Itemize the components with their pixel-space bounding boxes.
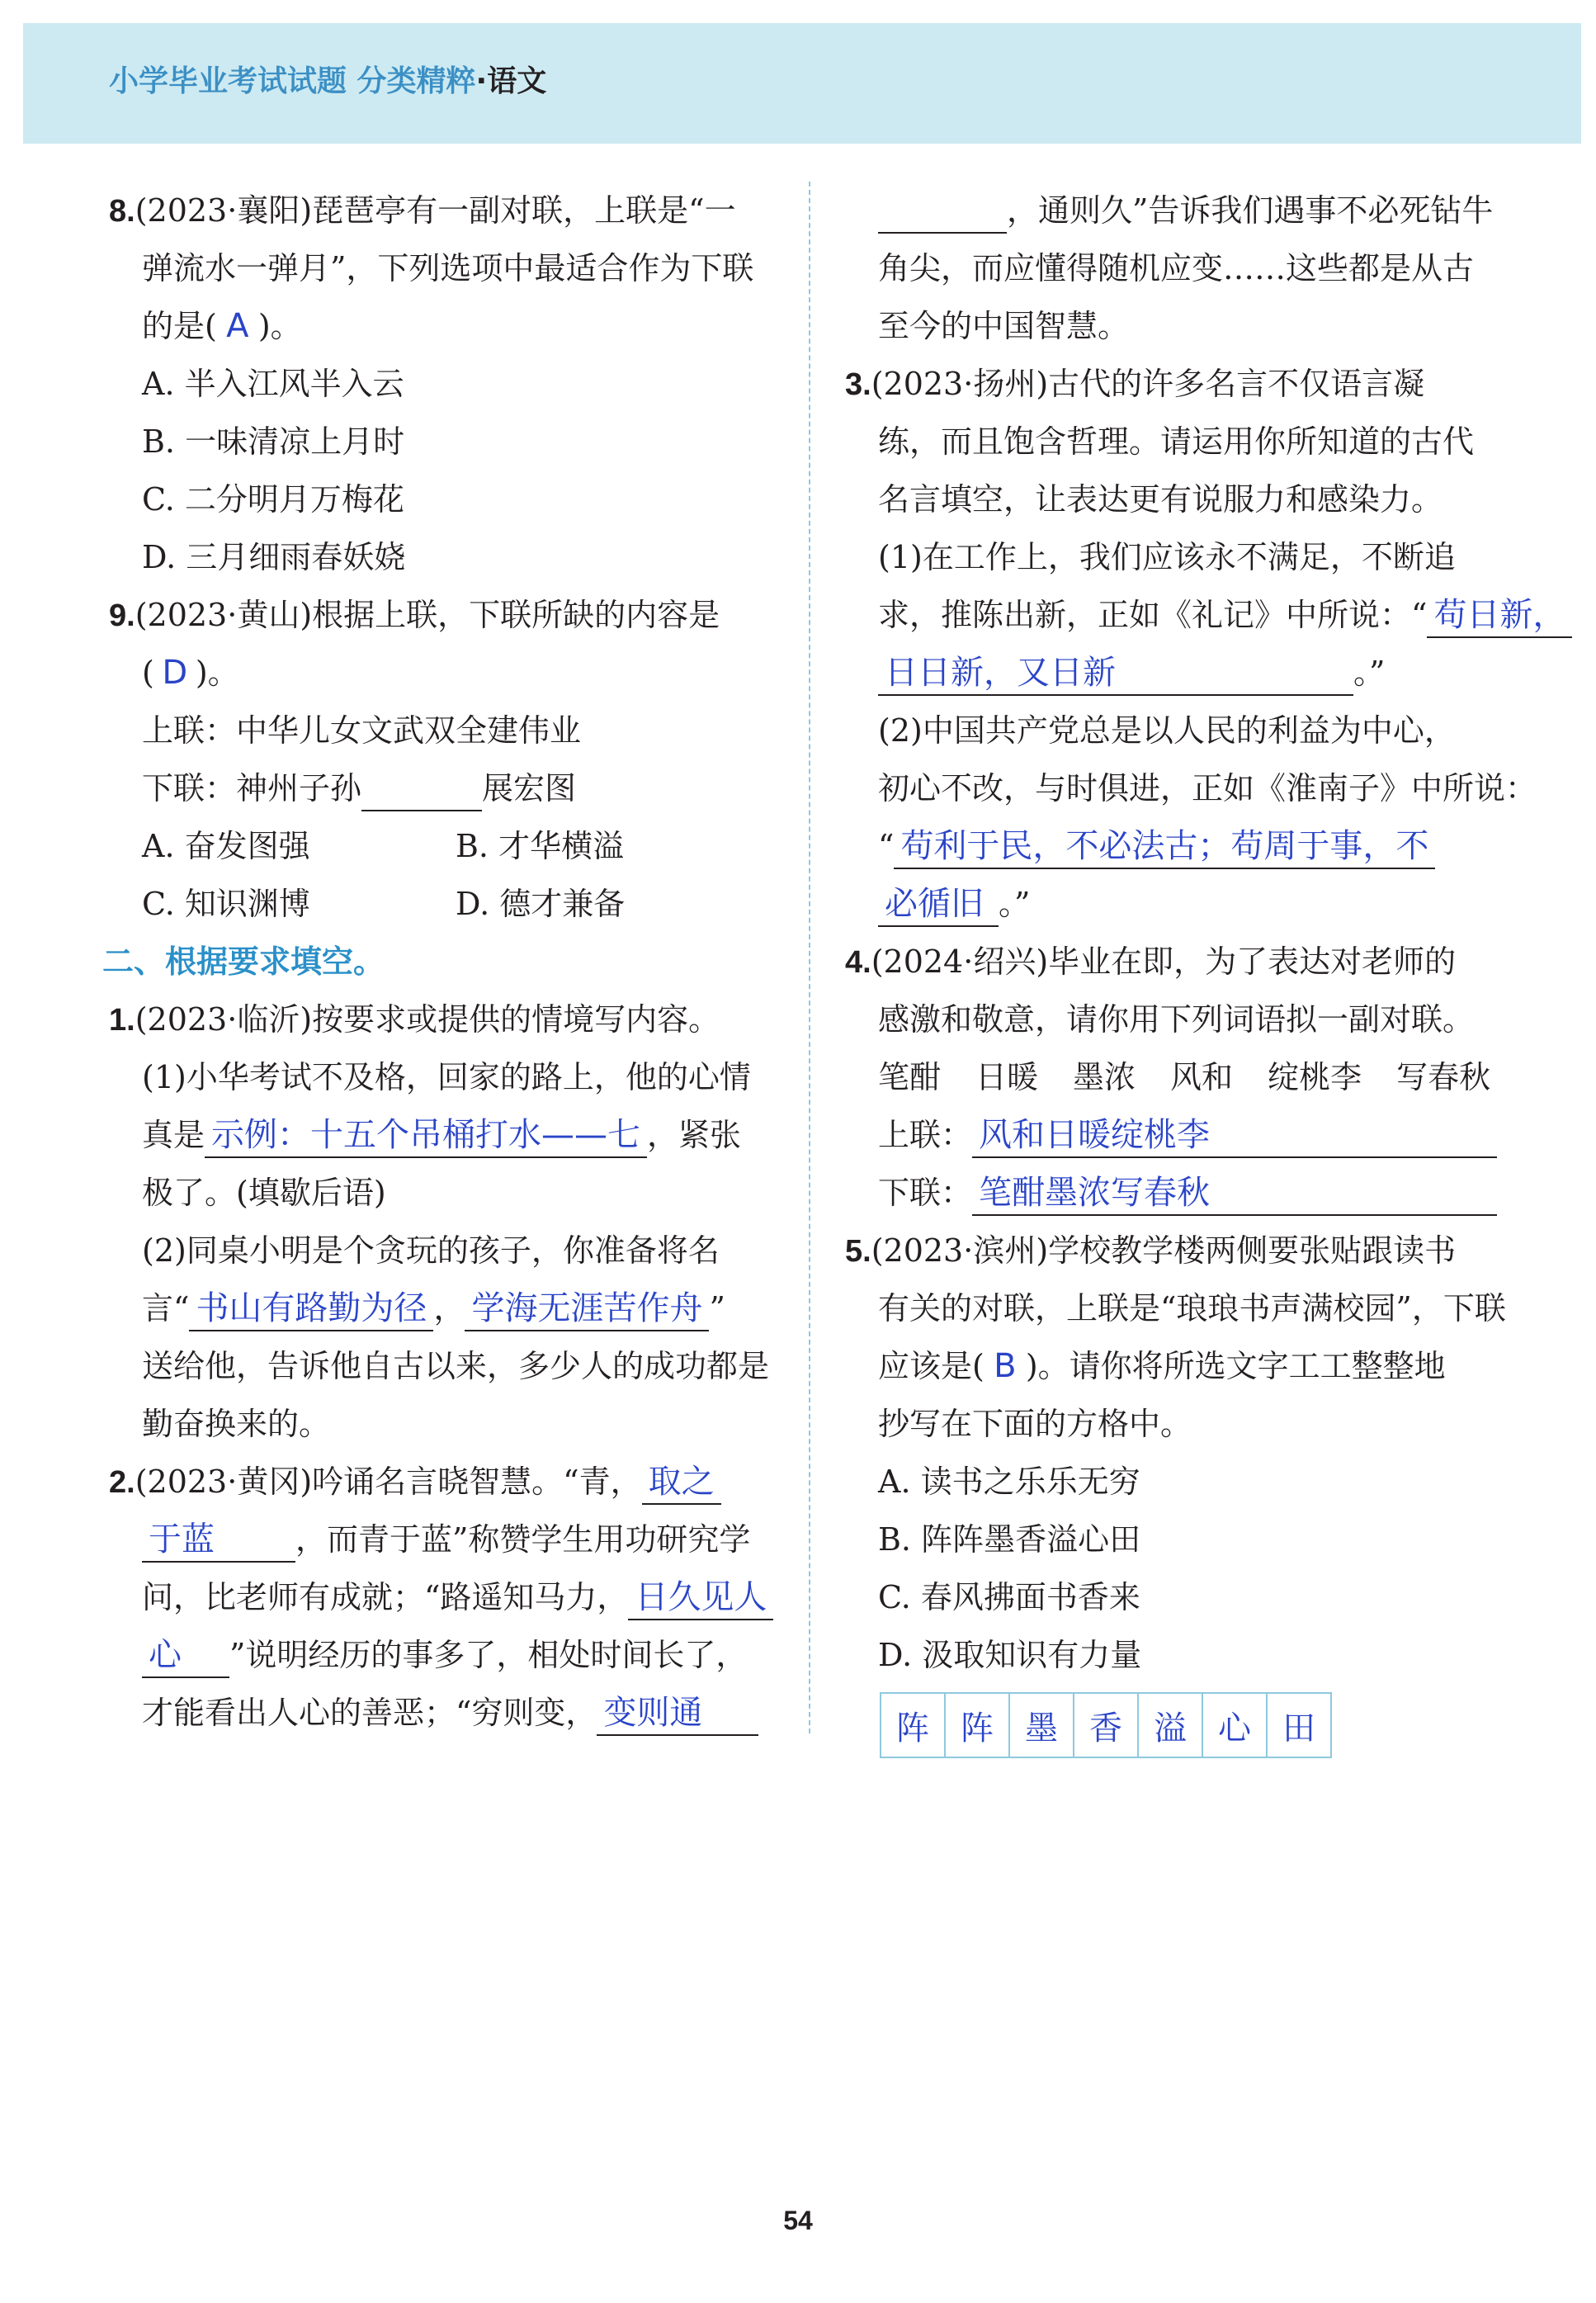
section2-question-1: 1.(2023·临沂)按要求或提供的情境写内容。 (1)小华考试不及格，回家的路上，他的心情 真是 示例：十五个吊桶打水——七 ，紧张 极了。(填歇后语) (2)同桌小明是个贪玩的孩子，你准备将名 言“ 书山有路勤为径 ， 学海无涯苦作舟 ” 送给他，告诉他自古以来，多少人的成功都是 勤奋换来的。 (109, 1001, 770, 1442)
grid-cell: 田 (1266, 1692, 1332, 1758)
option: B. 一味清凉上月时 (142, 423, 405, 460)
answer-q9: D (162, 654, 188, 692)
answer-xiehouyu: 示例：十五个吊桶打水——七 (205, 1114, 647, 1158)
answer-shanglian: 风和日暖绽桃李 (972, 1114, 1497, 1158)
option: C. 知识渊博 (142, 886, 310, 922)
option: B. 才华横溢 (456, 828, 625, 864)
option: C. 春风拂面书香来 (878, 1579, 1140, 1615)
right-column: ，通则久”告诉我们遇事不必死钻牛 角尖，而应懂得随机应变……这些都是从古 至今的中国智慧。 3.(2023·扬州)古代的许多名言不仅语言凝 练，而且饱含哲理。请运用你所知道的古代 名言填空，让表达更有说服力和感染力。 (1)在工作上，我们应该永不满足，不断追 求，推陈出新，正如《礼记》中所说：“ 苟日新， 日日新，又日新 。” (2)中国共产党总是以人民的利益为中心， 初心不改，与时俱进，正如《淮南子》中所说： “ 苟利于民，不必法古；苟周于事，不 必循旧 。” 4.(2024·绍兴)毕业在即，为了表达对老师的 感激和敬意，请你用下列词语拟一副对联。 笔酣 日暖 墨浓 风和 绽桃李 写春秋 上联： 风和日暖绽桃李 下联： 笔酣墨浓写春秋 5.(2023·滨州)学校教学楼两侧要张贴跟读书 有关的对联，上联是“琅琅书声满校园”，下联 应该是( B )。请你将所选文字工工整整地 抄写在下面的方格中。 A. 读书之乐乐无穷 B. 阵阵墨香溢心田 C. 春风拂面书香来 D. 汲取知识有力量 阵 阵 墨 香 溢 心 田 (878, 182, 1563, 1758)
answer-gou-ri-xin: 苟日新， (1427, 593, 1572, 638)
answer-q8: A (226, 307, 249, 345)
grid-cell: 香 (1073, 1692, 1139, 1758)
option: D. 三月细雨春妖娆 (142, 539, 406, 575)
answer-q5: B (994, 1347, 1017, 1385)
section-title: 二、根据要求填空。 (102, 943, 385, 980)
grid-cell: 心 (1202, 1692, 1268, 1758)
left-column (102, 182, 794, 1742)
question-9: 9.(2023·黄山)根据上联，下联所缺的内容是 ( D )。 上联：中华儿女文武双全建伟业 下联：神州子孙 展宏图 A. 奋发图强 B. 才华横溢 C. 知识渊博 D. 德才兼备 (109, 586, 794, 933)
answer-biantong: 变则通 (597, 1691, 758, 1736)
question-8: 8.(2023·襄阳)琵琶亭有一副对联，上联是“一 弹流水一弹月”，下列选项中最适合作为下联 的是( A )。 A. 半入江风半入云 B. 一味清凉上月时 C. 二分明月万梅花 D. 三月细雨春妖娆 (109, 182, 794, 586)
answer-xialian: 笔酣墨浓写春秋 (972, 1171, 1497, 1216)
option: A. 读书之乐乐无穷 (878, 1464, 1140, 1500)
answer-qu-zhi: 取之 (642, 1460, 721, 1505)
option: A. 奋发图强 (142, 828, 310, 864)
page-number: 54 (783, 2206, 813, 2235)
grid-cell: 阵 (880, 1692, 946, 1758)
answer-gou-li-yu-min: 苟利于民，不必法古；苟周于事，不 (894, 825, 1435, 869)
question-4: 4.(2024·绍兴)毕业在即，为了表达对老师的 感激和敬意，请你用下列词语拟一副对联。 笔酣 日暖 墨浓 风和 绽桃李 写春秋 上联： 风和日暖绽桃李 下联： 笔酣墨浓写春秋 (845, 933, 1563, 1222)
option: D. 汲取知识有力量 (878, 1637, 1142, 1673)
section2-question-2: 2.(2023·黄冈)吟诵名言晓智慧。“青， 取之 于蓝 ，而青于蓝”称赞学生用功研究学 问，比老师有成就；“路遥知马力， 日久见人 心 ”说明经历的事多了，相处时间长了， 才能看出人心的善恶；“穷则变， 变则通 (109, 1453, 794, 1742)
question-5: 5.(2023·滨州)学校教学楼两侧要张贴跟读书 有关的对联，上联是“琅琅书声满校园”，下联 应该是( B )。请你将所选文字工工整整地 抄写在下面的方格中。 A. 读书之乐乐无穷 B. 阵阵墨香溢心田 C. 春风拂面书香来 D. 汲取知识有力量 阵 阵 墨 香 溢 心 田 (845, 1222, 1563, 1758)
option: C. 二分明月万梅花 (142, 481, 404, 518)
answer-rijiu: 日久见人 (628, 1576, 773, 1620)
answer-mingyan-a: 书山有路勤为径 (189, 1287, 433, 1331)
answer-grid (847, 1692, 1563, 1758)
option: A. 半入江风半入云 (142, 366, 404, 402)
grid-cell: 墨 (1008, 1692, 1074, 1758)
grid-cell: 溢 (1137, 1692, 1203, 1758)
option: B. 阵阵墨香溢心田 (878, 1521, 1141, 1558)
header-title: 小学毕业考试试题 分类精粹·语文 (109, 64, 547, 98)
word-list: 笔酣 日暖 墨浓 风和 绽桃李 写春秋 (878, 1059, 1491, 1095)
header-subject: ·语文 (475, 64, 547, 98)
answer-mingyan-b: 学海无涯苦作舟 (465, 1287, 709, 1331)
option: D. 德才兼备 (456, 886, 626, 922)
question-3: 3.(2023·扬州)古代的许多名言不仅语言凝 练，而且饱含哲理。请运用你所知道的古代 名言填空，让表达更有说服力和感染力。 (1)在工作上，我们应该永不满足，不断追 求，推陈出新，正如《礼记》中所说：“ 苟日新， 日日新，又日新 。” (2)中国共产党总是以人民的利益为中心， 初心不改，与时俱进，正如《淮南子》中所说： “ 苟利于民，不必法古；苟周于事，不 必循旧 。” (845, 355, 1563, 933)
column-divider (809, 182, 810, 1733)
grid-cell: 阵 (944, 1692, 1010, 1758)
